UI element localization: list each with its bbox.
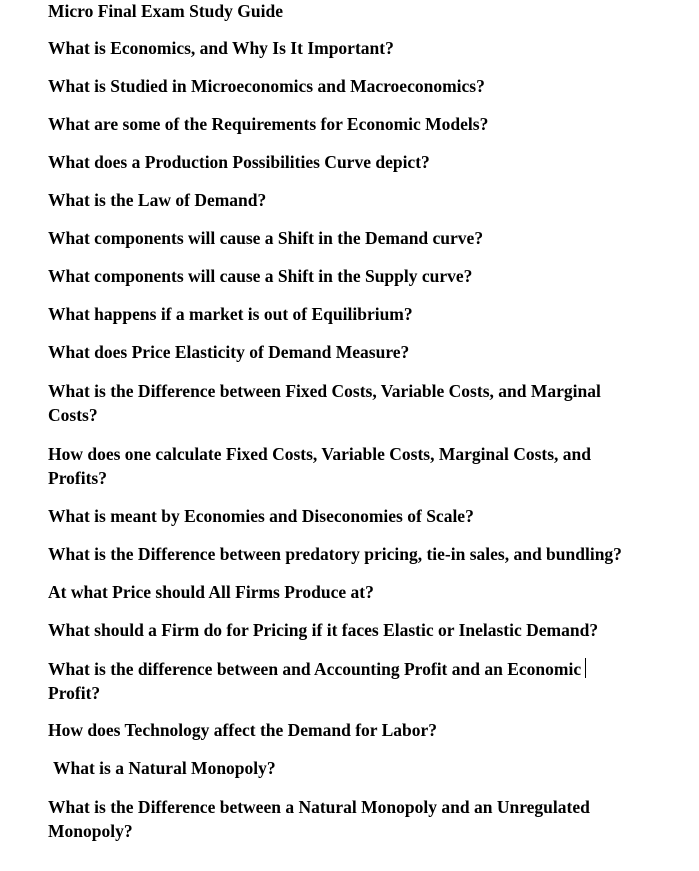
question-item: What is Economics, and Why Is It Important? (48, 38, 394, 58)
question-item: What does a Production Possibilities Curve depict? (48, 152, 430, 172)
question-item: What is the Difference between Fixed Costs, Variable Costs, and Marginal Costs? (48, 381, 601, 425)
question-item: What components will cause a Shift in the Supply curve? (48, 266, 473, 286)
question-line: Profit? (48, 683, 101, 703)
question-item: How does one calculate Fixed Costs, Variable Costs, Marginal Costs, and Profits? (48, 444, 591, 488)
text-cursor (585, 658, 586, 678)
question-item: What is meant by Economies and Diseconomies of Scale? (48, 506, 474, 526)
question-item: What components will cause a Shift in the Demand curve? (48, 228, 484, 248)
question-item: What is the Difference between predatory pricing, tie-in sales, and bundling? (48, 544, 622, 564)
question-item: What is the Difference between a Natural Monopoly and an Unregulated Monopoly? (48, 797, 590, 841)
question-item: What happens if a market is out of Equilibrium? (48, 304, 413, 324)
question-item: What should a Firm do for Pricing if it faces Elastic or Inelastic Demand? (48, 620, 599, 640)
question-text: What is the difference between and Accounting Profit and an Economic (48, 659, 582, 679)
question-item: How does Technology affect the Demand for Labor? (48, 720, 438, 740)
question-line (48, 657, 668, 681)
question-item: At what Price should All Firms Produce at? (48, 582, 374, 602)
question-item: What are some of the Requirements for Economic Models? (48, 114, 489, 134)
question-item: What is a Natural Monopoly? (53, 758, 276, 778)
question-item (48, 657, 668, 705)
question-item: What does Price Elasticity of Demand Measure? (48, 342, 410, 362)
document-title: Micro Final Exam Study Guide (48, 1, 283, 21)
question-item: What is the Law of Demand? (48, 190, 267, 210)
question-item: What is Studied in Microeconomics and Macroeconomics? (48, 76, 485, 96)
